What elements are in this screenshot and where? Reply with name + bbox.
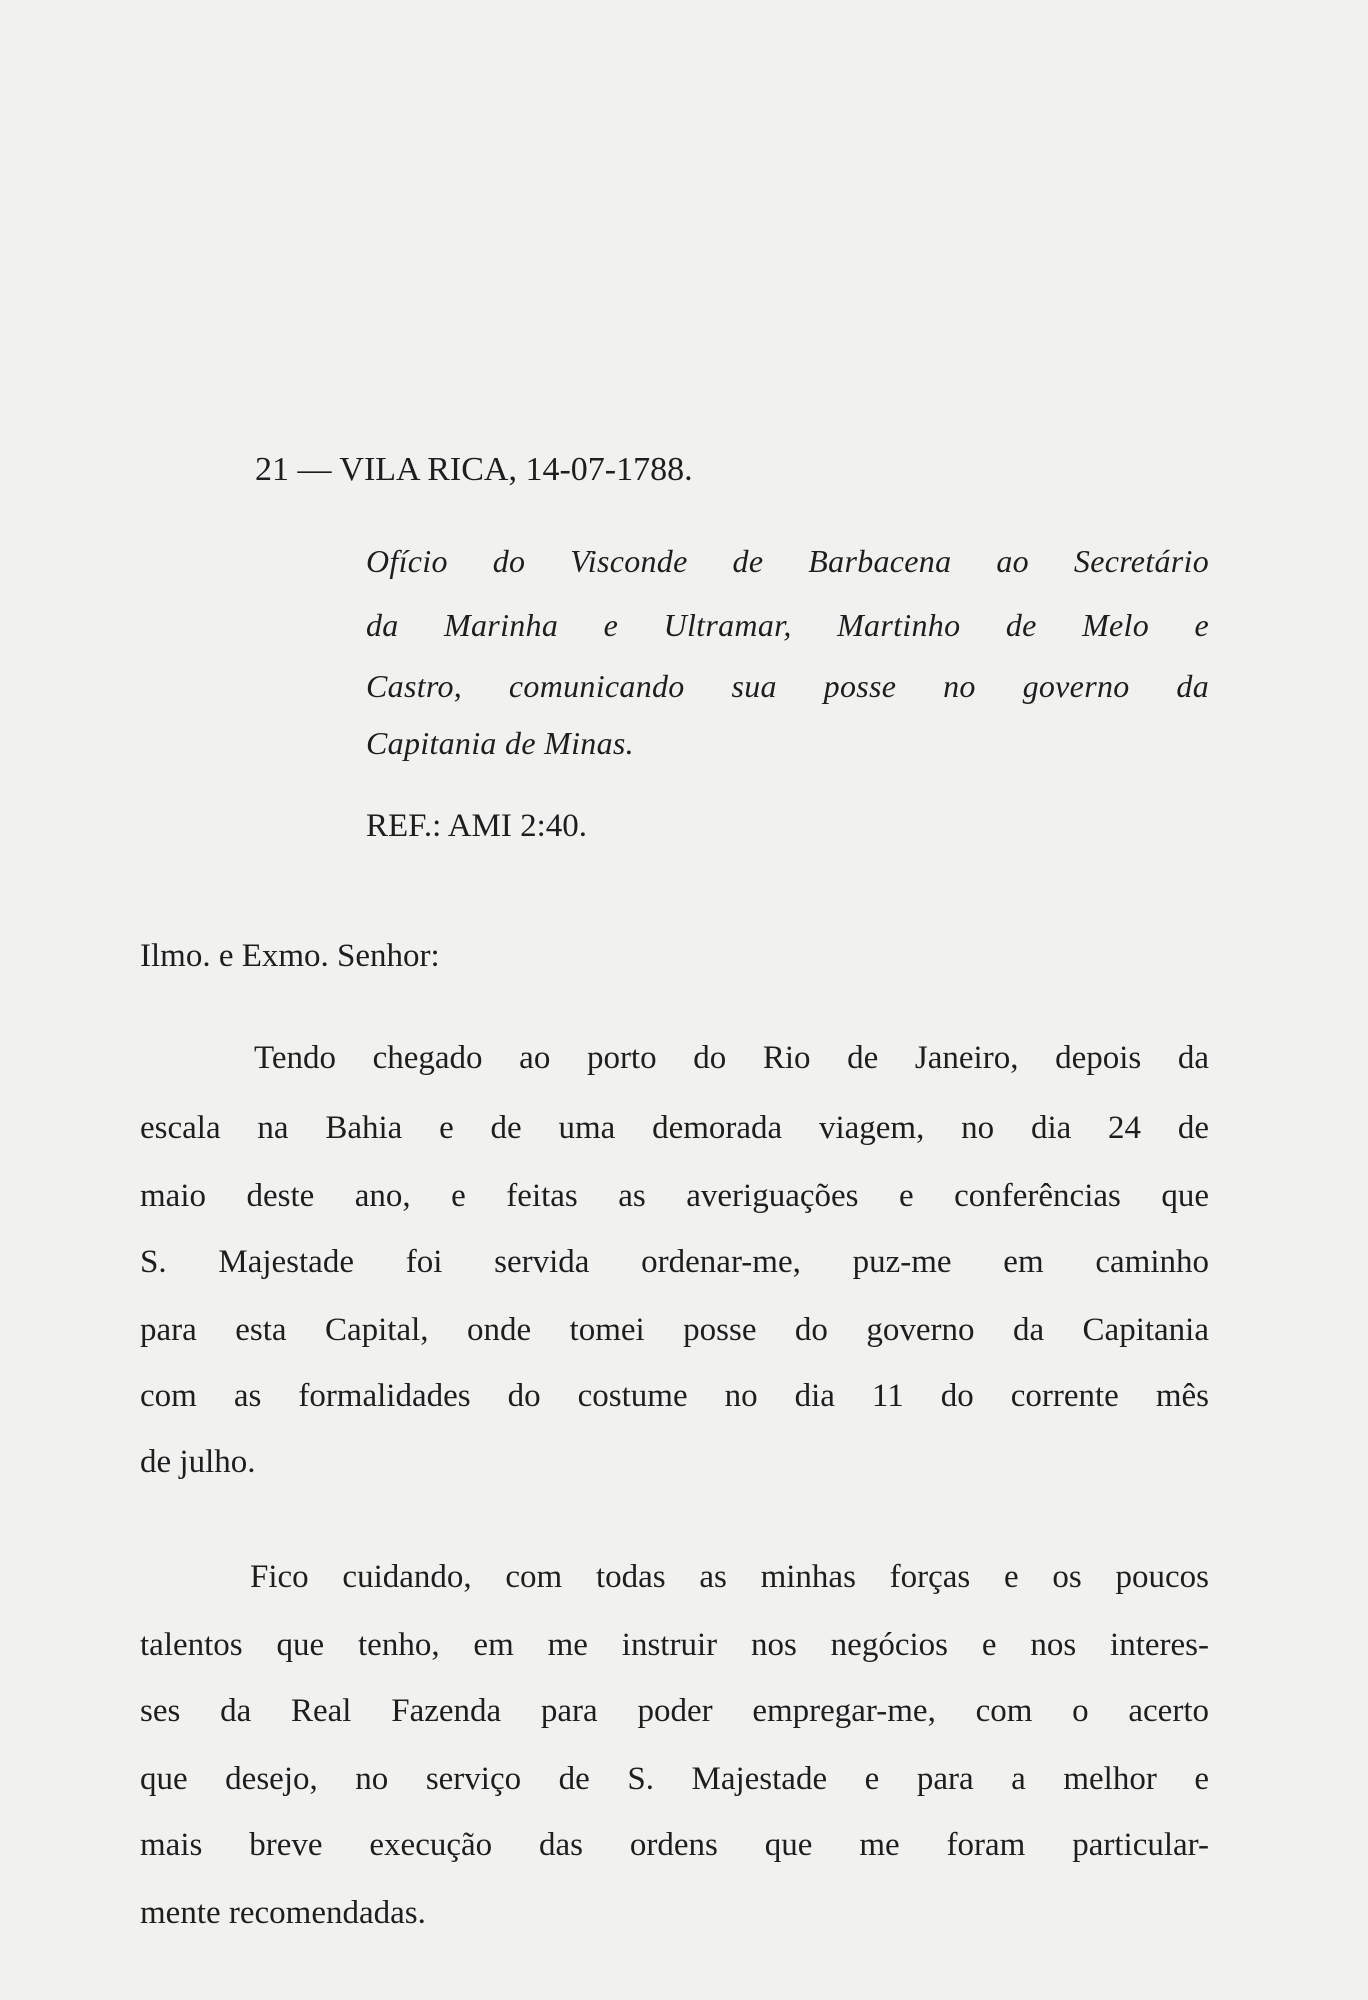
paragraph2-line: ses da Real Fazenda para poder empregar-me, com o acerto: [140, 1693, 1209, 1729]
paragraph2-line: Fico cuidando, com todas as minhas forças e os poucos: [250, 1559, 1209, 1595]
paragraph1-line: maio deste ano, e feitas as averiguações e conferências que: [140, 1178, 1209, 1214]
document-heading: 21 — VILA RICA, 14-07-1788.: [255, 451, 693, 488]
paragraph1-line: S. Majestade foi servida ordenar-me, puz-me em caminho: [140, 1244, 1209, 1280]
summary-line: Castro, comunicando sua posse no governo da: [366, 668, 1209, 704]
paragraph2-line: mente recomendadas.: [140, 1895, 426, 1931]
paragraph1-line: de julho.: [140, 1444, 256, 1480]
salutation: Ilmo. e Exmo. Senhor:: [140, 938, 440, 974]
paragraph1-line: escala na Bahia e de uma demorada viagem, no dia 24 de: [140, 1110, 1209, 1146]
paragraph1-line: para esta Capital, onde tomei posse do governo da Capitania: [140, 1312, 1209, 1348]
reference: REF.: AMI 2:40.: [366, 808, 588, 844]
summary-line: da Marinha e Ultramar, Martinho de Melo e: [366, 607, 1209, 643]
summary-line: Capitania de Minas.: [366, 725, 634, 761]
paragraph2-line: que desejo, no serviço de S. Majestade e para a melhor e: [140, 1761, 1209, 1797]
paragraph1-line: Tendo chegado ao porto do Rio de Janeiro, depois da: [254, 1040, 1209, 1076]
summary-line: Ofício do Visconde de Barbacena ao Secretário: [366, 543, 1209, 579]
paragraph2-line: talentos que tenho, em me instruir nos negócios e nos interes-: [140, 1627, 1209, 1663]
paragraph1-line: com as formalidades do costume no dia 11 do corrente mês: [140, 1378, 1209, 1414]
paragraph2-line: mais breve execução das ordens que me foram particular-: [140, 1827, 1209, 1863]
